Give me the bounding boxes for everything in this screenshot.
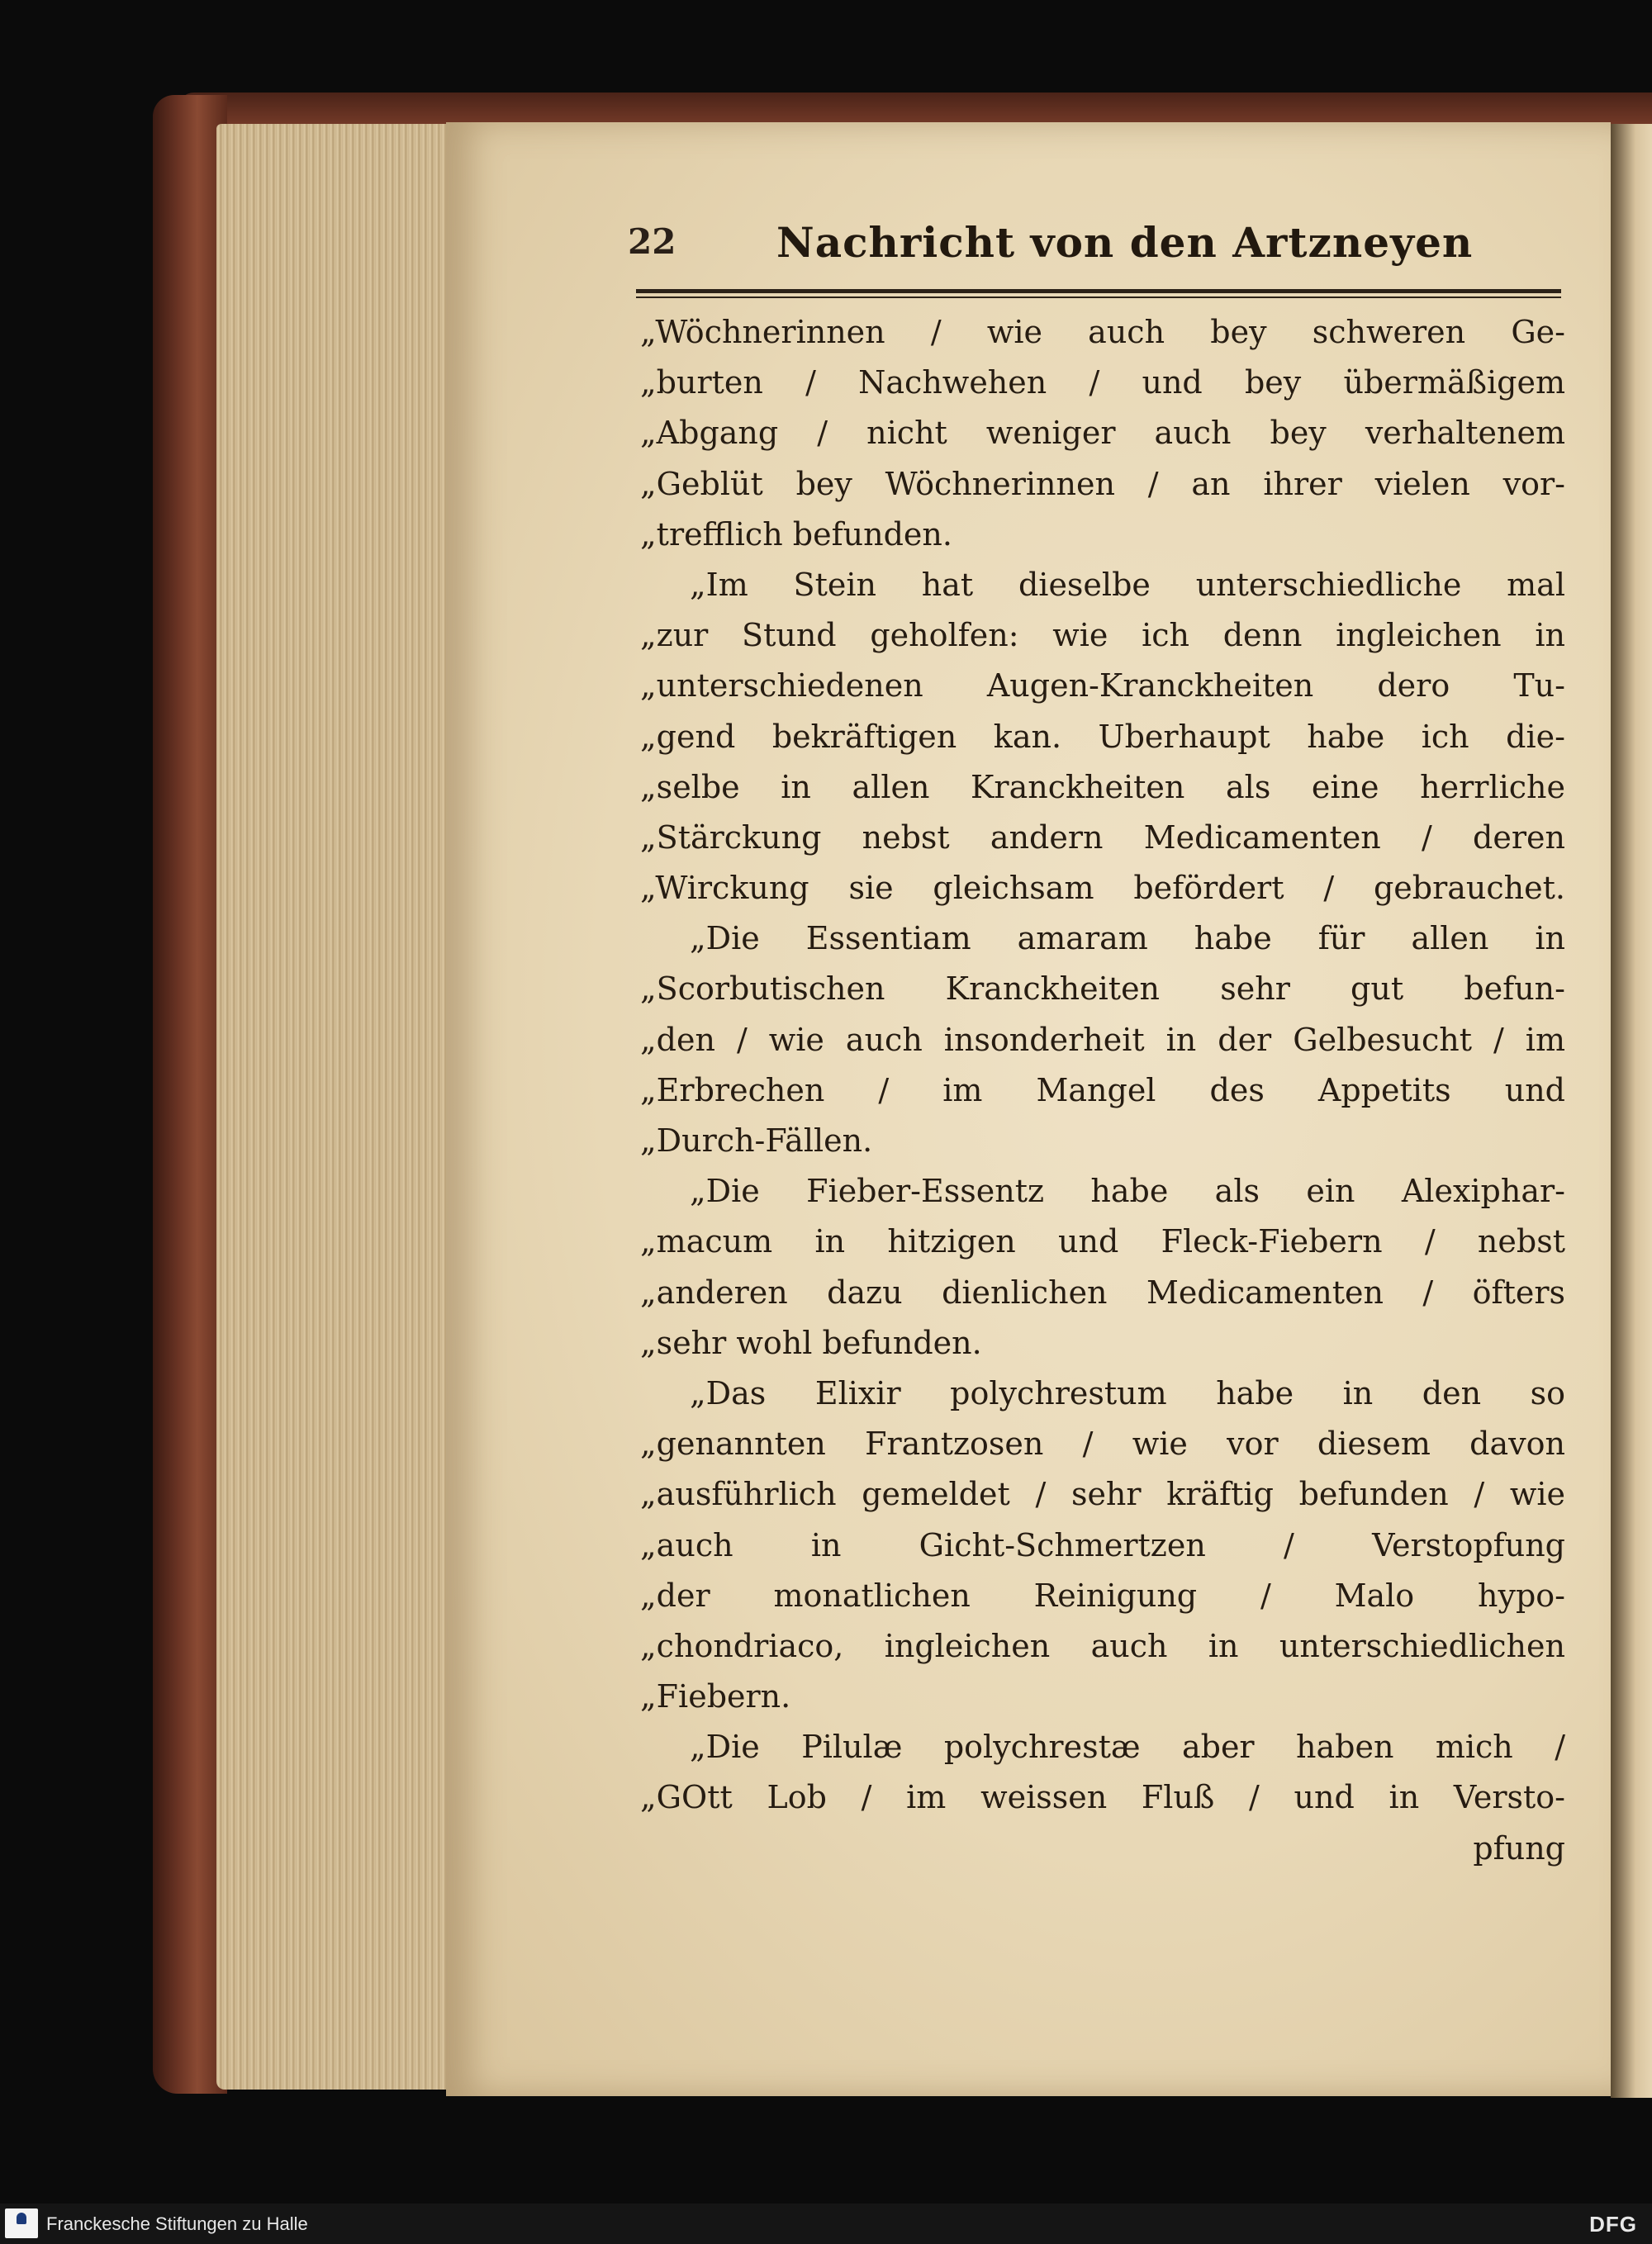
text-line: „den / wie auch insonderheit in der Gelbesucht / im <box>640 1021 1565 1058</box>
catchword: pfung <box>1473 1829 1565 1867</box>
text-line: „der monatlichen Reinigung / Malo hypo- <box>640 1577 1565 1614</box>
body-text <box>640 307 1565 1874</box>
text-line: „trefflich befunden. <box>640 515 952 553</box>
page-header <box>628 218 1553 279</box>
text-line: „ausführlich gemeldet / sehr kräftig befunden / wie <box>640 1476 1565 1513</box>
text-line: „Wirckung sie gleichsam befördert / gebrauchet. <box>640 870 1565 907</box>
text-line: „Stärckung nebst andern Medicamenten / deren <box>640 818 1565 856</box>
header-rule <box>636 289 1561 298</box>
viewer-footer <box>0 2204 1652 2244</box>
text-line: „Die Essentiam amaram habe für allen in <box>690 920 1565 957</box>
text-line: „Erbrechen / im Mangel des Appetits und <box>640 1071 1565 1108</box>
text-line: „gend bekräftigen kan. Uberhaupt habe ich die- <box>640 718 1565 755</box>
funder-logo: DFG <box>1589 2212 1637 2237</box>
text-line: „anderen dazu dienlichen Medicamenten / öfters <box>640 1274 1565 1311</box>
text-line: „Das Elixir polychrestum habe in den so <box>690 1374 1565 1411</box>
text-line: „Die Pilulæ polychrestæ aber haben mich / <box>690 1729 1565 1766</box>
library-logo-icon <box>5 2208 38 2238</box>
text-line: „sehr wohl befunden. <box>640 1324 982 1361</box>
text-line: „Im Stein hat dieselbe unterschiedliche mal <box>690 566 1565 603</box>
text-line: „unterschiedenen Augen-Kranckheiten dero Tu- <box>640 667 1565 705</box>
text-line: „Abgang / nicht weniger auch bey verhaltenem <box>640 415 1565 452</box>
text-line: „burten / Nachwehen / und bey übermäßigem <box>640 364 1565 401</box>
running-title: Nachricht von den Artzneyen <box>776 218 1474 267</box>
text-line: „genannten Frantzosen / wie vor diesem davon <box>640 1426 1565 1463</box>
text-line: „chondriaco, ingleichen auch in unterschiedlichen <box>640 1627 1565 1664</box>
text-line: „Scorbutischen Kranckheiten sehr gut befun- <box>640 970 1565 1008</box>
text-line: „Geblüt bey Wöchnerinnen / an ihrer vielen vor- <box>640 465 1565 502</box>
text-line: „Wöchnerinnen / wie auch bey schweren Ge- <box>640 314 1565 350</box>
text-line: „Die Fieber-Essentz habe als ein Alexiphar- <box>690 1173 1565 1210</box>
text-line: „Durch-Fällen. <box>640 1122 873 1159</box>
facing-page-edge <box>1611 124 1652 2098</box>
text-line: „auch in Gicht-Schmertzen / Verstopfung <box>640 1526 1565 1563</box>
text-line: „selbe in allen Kranckheiten als eine herrliche <box>640 768 1565 805</box>
page-fore-edge <box>216 124 456 2090</box>
page-number: 22 <box>628 221 676 262</box>
text-line: „zur Stund geholfen: wie ich denn ingleichen in <box>640 617 1565 654</box>
library-name: Franckesche Stiftungen zu Halle <box>46 2213 308 2234</box>
text-line: „GOtt Lob / im weissen Fluß / und in Versto- <box>640 1779 1565 1816</box>
text-line: „Fiebern. <box>640 1678 791 1715</box>
text-line: „macum in hitzigen und Fleck-Fiebern / nebst <box>640 1223 1565 1260</box>
